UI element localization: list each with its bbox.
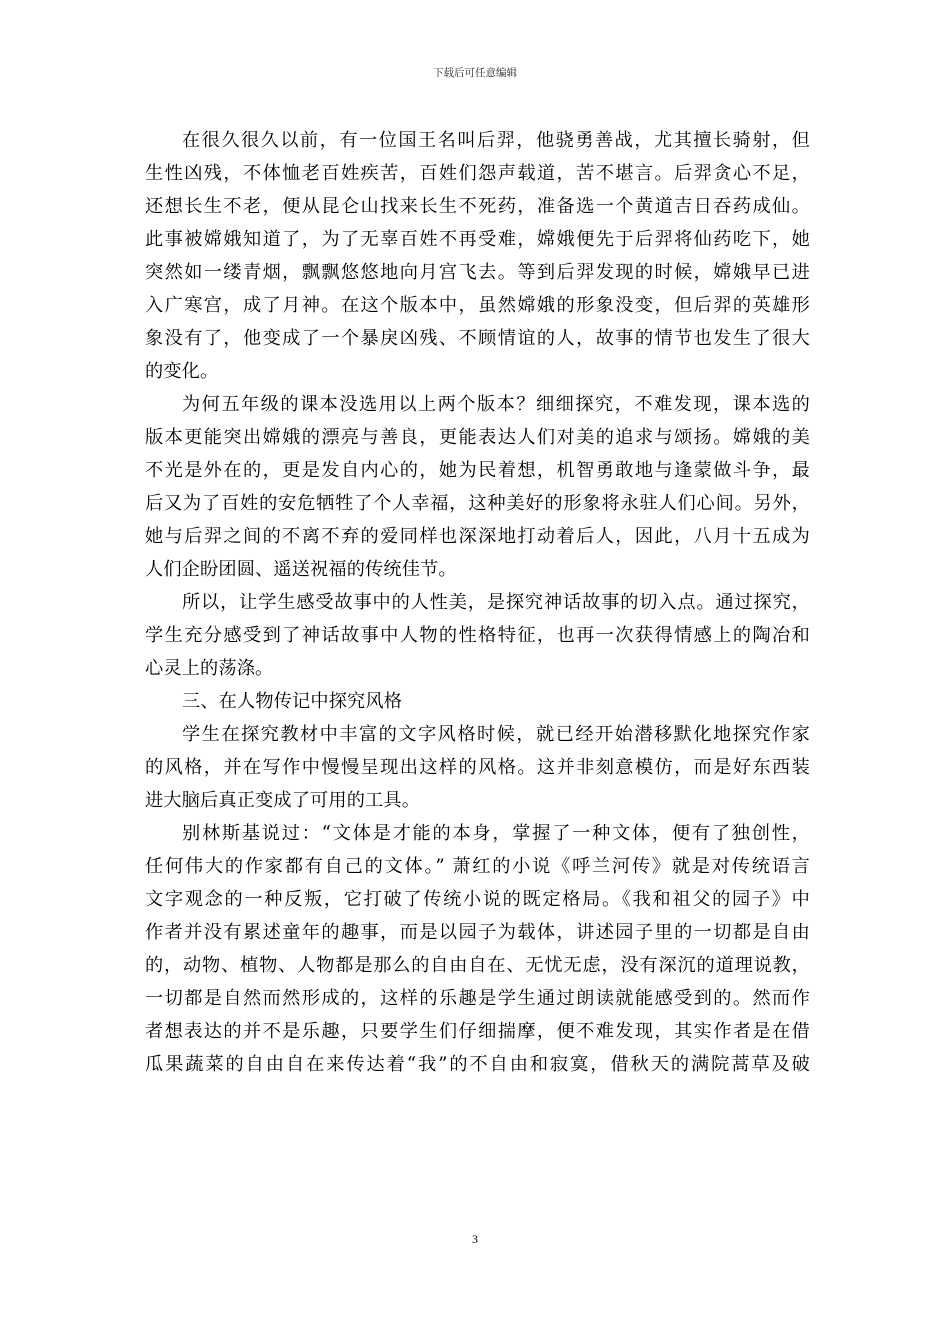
text-line: 突然如一缕青烟，飘飘悠悠地向月宫飞去。等到后羿发现的时候，嫦娥早已进	[145, 262, 810, 283]
text-line: 后又为了百姓的安危牺牲了个人幸福，这种美好的形象将永驻人们心间。另外，	[145, 493, 810, 514]
text-line: 生性凶残，不体恤老百姓疾苦，百姓们怨声载道，苦不堪言。后羿贪心不足，	[145, 163, 810, 184]
text-line: 一切都是自然而然形成的，这样的乐趣是学生通过朗读就能感受到的。然而作	[145, 988, 810, 1009]
text-line: 进大脑后真正变成了可用的工具。	[145, 790, 421, 811]
text-line: 别林斯基说过：“文体是才能的本身，掌握了一种文体，便有了独创性，	[182, 823, 810, 844]
text-line: 学生充分感受到了神话故事中人物的性格特征，也再一次获得情感上的陶冶和	[145, 625, 810, 646]
text-line: 瓜果蔬菜的自由自在来传达着“我”的不自由和寂寞，借秋天的满院蒿草及破	[145, 1054, 810, 1075]
text-line: 作者并没有累述童年的趣事，而是以园子为载体，讲述园子里的一切都是自由	[145, 922, 810, 943]
text-line: 为何五年级的课本没选用以上两个版本？细细探究，不难发现，课本选的	[182, 394, 810, 415]
text-line: 她与后羿之间的不离不弃的爱同样也深深地打动着后人，因此，八月十五成为	[145, 526, 810, 547]
text-line: 任何伟大的作家都有自己的文体。” 萧红的小说《呼兰河传》就是对传统语言	[145, 856, 810, 877]
text-line: 在很久很久以前，有一位国王名叫后羿，他骁勇善战，尤其擅长骑射，但	[182, 130, 810, 151]
text-line: 此事被嫦娥知道了，为了无辜百姓不再受难，嫦娥便先于后羿将仙药吃下，她	[145, 229, 810, 250]
text-line: 三、在人物传记中探究风格	[182, 691, 403, 712]
text-line: 版本更能突出嫦娥的漂亮与善良，更能表达人们对美的追求与颂扬。嫦娥的美	[145, 427, 810, 448]
paragraph	[145, 124, 810, 388]
paragraph	[145, 817, 810, 1081]
text-line: 的风格，并在写作中慢慢呈现出这样的风格。这并非刻意模仿，而是好东西装	[145, 757, 810, 778]
page-header: 下载后可任意编辑	[433, 67, 517, 79]
text-line: 者想表达的并不是乐趣，只要学生们仔细揣摩，便不难发现，其实作者是在借	[145, 1021, 810, 1042]
text-line: 学生在探究教材中丰富的文字风格时候，就已经开始潜移默化地探究作家	[182, 724, 810, 745]
section-heading	[145, 685, 810, 718]
text-line: 心灵上的荡涤。	[145, 658, 274, 679]
paragraph	[145, 718, 810, 817]
paragraph	[145, 586, 810, 685]
text-line: 不光是外在的，更是发自内心的，她为民着想，机智勇敢地与逢蒙做斗争，最	[145, 460, 810, 481]
text-line: 的变化。	[145, 361, 219, 382]
text-line: 的，动物、植物、人物都是那么的自由自在、无忧无虑，没有深沉的道理说教，	[145, 955, 810, 976]
text-line: 入广寒宫，成了月神。在这个版本中，虽然嫦娥的形象没变，但后羿的英雄形	[145, 295, 810, 316]
text-line: 还想长生不老，便从昆仑山找来长生不死药，准备选一个黄道吉日吞药成仙。	[145, 196, 810, 217]
page-number: 3	[472, 1234, 478, 1246]
text-line: 人们企盼团圆、遥送祝福的传统佳节。	[145, 559, 457, 580]
body-text	[145, 124, 810, 1081]
text-line: 文字观念的一种反叛，它打破了传统小说的既定格局。《我和祖父的园子》中	[145, 889, 810, 910]
text-line: 所以，让学生感受故事中的人性美，是探究神话故事的切入点。通过探究，	[182, 592, 810, 613]
paragraph	[145, 388, 810, 586]
text-line: 象没有了，他变成了一个暴戾凶残、不顾情谊的人，故事的情节也发生了很大	[145, 328, 810, 349]
